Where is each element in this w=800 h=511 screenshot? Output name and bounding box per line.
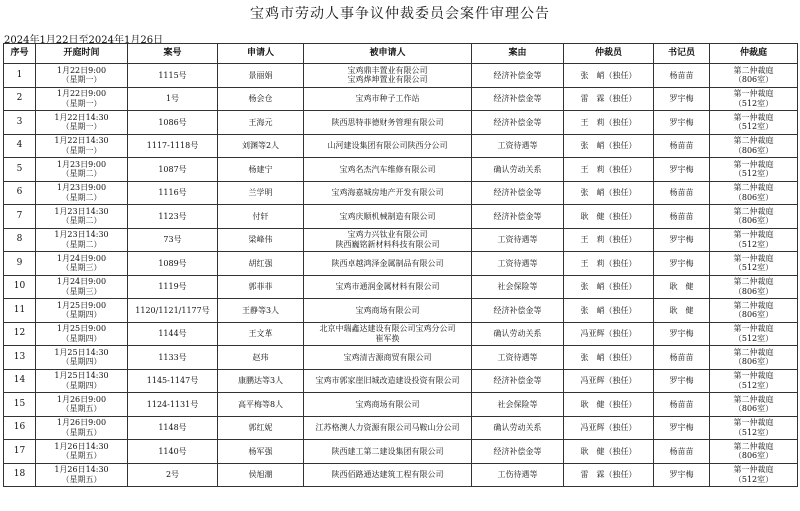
cell-case-no: 1号 [128,87,218,111]
header-respondent: 被申请人 [304,44,472,64]
cell-clerk: 杨苗苗 [654,393,710,417]
time-line: （星期一） [61,145,102,155]
time-line: （星期一） [61,75,102,85]
cell-respondent [304,275,472,299]
cell-court [710,111,798,135]
cell-case-no: 1145-1147号 [128,369,218,393]
time-line: （星期三） [61,263,102,273]
cell-time [36,111,128,135]
court-line: （512室） [733,380,774,390]
cell-cause: 经济补偿金等 [472,205,564,229]
header-clerk: 书记员 [654,44,710,64]
cell-clerk: 罗宇梅 [654,369,710,393]
cell-court [710,134,798,158]
cell-court [710,275,798,299]
cell-clerk: 罗宇梅 [654,463,710,487]
cell-cause: 确认劳动关系 [472,158,564,182]
cell-clerk: 杨苗苗 [654,64,710,88]
cell-time [36,322,128,346]
respondent-line: 陕西巍铭新材料科技有限公司 [335,239,440,249]
cell-case-no: 1087号 [128,158,218,182]
respondent-line: 陕西建工第二建设集团有限公司 [331,446,444,456]
cell-case-no: 1140号 [128,440,218,464]
cell-seq: 16 [4,416,36,440]
cell-clerk: 耿 健 [654,299,710,323]
cell-time [36,275,128,299]
court-line: 第二仲裁庭 [733,394,774,404]
court-line: 第二仲裁庭 [733,65,774,75]
cell-court [710,205,798,229]
court-line: （512室） [733,239,774,249]
court-line: 第二仲裁庭 [733,277,774,287]
cell-applicant: 杨建宁 [218,158,304,182]
cell-seq: 15 [4,393,36,417]
court-line: （806室） [733,310,774,320]
court-line: （512室） [733,169,774,179]
court-line: 第一仲裁庭 [733,159,774,169]
cell-clerk: 杨苗苗 [654,181,710,205]
time-line: 1月25日9:00 [56,300,107,310]
court-line: 第一仲裁庭 [733,371,774,381]
table-row [4,299,798,323]
cell-seq: 11 [4,299,36,323]
cell-respondent [304,205,472,229]
court-line: （512室） [733,474,774,484]
cell-clerk: 罗宇梅 [654,252,710,276]
header-time: 开庭时间 [36,44,128,64]
cell-cause: 确认劳动关系 [472,416,564,440]
table-body [4,64,798,487]
time-line: 1月24日9:00 [56,277,107,287]
table-row [4,440,798,464]
header-applicant: 申请人 [218,44,304,64]
time-line: （星期五） [61,404,102,414]
cell-time [36,64,128,88]
cell-applicant: 王海元 [218,111,304,135]
court-line: （512室） [733,122,774,132]
cell-clerk: 杨苗苗 [654,346,710,370]
court-line: 第二仲裁庭 [733,441,774,451]
cell-arbitrator: 张 峭（独任） [564,275,654,299]
table-row [4,205,798,229]
cell-seq: 12 [4,322,36,346]
cell-seq: 2 [4,87,36,111]
cell-applicant: 胡红强 [218,252,304,276]
time-line: 1月26日9:00 [56,418,107,428]
court-line: （806室） [733,192,774,202]
cell-court [710,440,798,464]
table-row [4,416,798,440]
header-seq: 序号 [4,44,36,64]
respondent-line: 陕西卓越鸿泽金属制品有限公司 [331,258,444,268]
respondent-line: 宝鸡烨坤置业有限公司 [347,75,428,85]
cell-time [36,463,128,487]
table-header-row [4,44,798,64]
cell-respondent [304,64,472,88]
cell-applicant: 侯旭潮 [218,463,304,487]
time-line: 1月26日9:00 [56,394,107,404]
court-line: 第一仲裁庭 [733,230,774,240]
time-line: （星期二） [61,192,102,202]
cell-case-no: 1117-1118号 [128,134,218,158]
court-line: （806室） [733,451,774,461]
cell-arbitrator: 王 莉（独任） [564,158,654,182]
court-line: 第一仲裁庭 [733,324,774,334]
cell-respondent [304,416,472,440]
cell-case-no: 1148号 [128,416,218,440]
cell-clerk: 杨苗苗 [654,440,710,464]
table-row [4,111,798,135]
header-case-no: 案号 [128,44,218,64]
court-line: （512室） [733,427,774,437]
time-line: （星期四） [61,380,102,390]
cell-case-no: 1089号 [128,252,218,276]
cell-cause: 工资待遇等 [472,346,564,370]
cell-arbitrator: 王 莉（独任） [564,228,654,252]
cell-court [710,463,798,487]
cell-seq: 8 [4,228,36,252]
cell-respondent [304,369,472,393]
cell-clerk: 杨苗苗 [654,205,710,229]
header-arbitrator: 仲裁员 [564,44,654,64]
court-line: 第一仲裁庭 [733,418,774,428]
table-row [4,158,798,182]
cell-court [710,252,798,276]
cell-cause: 经济补偿金等 [472,64,564,88]
time-line: （星期四） [61,310,102,320]
cell-seq: 17 [4,440,36,464]
respondent-line: 宝鸡市通润金属材料有限公司 [335,282,440,291]
court-line: 第一仲裁庭 [733,112,774,122]
table-row [4,87,798,111]
cell-respondent [304,87,472,111]
time-line: （星期一） [61,98,102,108]
cell-respondent [304,463,472,487]
cell-case-no: 1116号 [128,181,218,205]
cell-case-no: 1144号 [128,322,218,346]
time-line: （星期二） [61,169,102,179]
cell-time [36,205,128,229]
time-line: 1月26日14:30 [54,441,109,451]
cell-case-no: 2号 [128,463,218,487]
court-line: （806室） [733,404,774,414]
cell-arbitrator: 雷 霖（独任） [564,87,654,111]
cell-applicant: 刘渊等2人 [218,134,304,158]
court-line: （806室） [733,216,774,226]
cell-cause: 工资待遇等 [472,134,564,158]
cell-cause: 经济补偿金等 [472,111,564,135]
cell-time [36,87,128,111]
cell-arbitrator: 冯亚辉（独任） [564,369,654,393]
respondent-line: 宝鸡鼎丰置业有限公司 [347,65,428,75]
case-schedule-table [3,43,798,487]
respondent-line: 宝鸡商场有限公司 [355,305,420,315]
cell-clerk: 罗宇梅 [654,87,710,111]
cell-respondent [304,111,472,135]
respondent-line: 宝鸡力兴钛业有限公司 [347,230,428,240]
cell-court [710,228,798,252]
cell-seq: 7 [4,205,36,229]
time-line: 1月22日9:00 [56,89,107,99]
cell-arbitrator: 雷 霖（独任） [564,463,654,487]
cell-arbitrator: 张 峭（独任） [564,299,654,323]
respondent-line: 宝鸡名杰汽车维修有限公司 [339,164,436,174]
cell-applicant: 付轩 [218,205,304,229]
respondent-line: 宝鸡庆顺机械制造有限公司 [339,211,436,221]
cell-applicant: 景丽娟 [218,64,304,88]
cell-respondent [304,228,472,252]
cell-court [710,181,798,205]
cell-clerk: 罗宇梅 [654,111,710,135]
cell-arbitrator: 耿 健（独任） [564,440,654,464]
court-line: 第一仲裁庭 [733,253,774,263]
table-row [4,369,798,393]
time-line: （星期三） [61,286,102,296]
court-line: 第二仲裁庭 [733,300,774,310]
time-line: 1月23日9:00 [56,183,107,193]
cell-seq: 6 [4,181,36,205]
time-line: （星期二） [61,239,102,249]
cell-case-no: 1120/1121/1177号 [128,299,218,323]
table-row [4,463,798,487]
cell-cause: 经济补偿金等 [472,440,564,464]
cell-court [710,369,798,393]
cell-respondent [304,181,472,205]
cell-court [710,64,798,88]
court-line: （512室） [733,98,774,108]
cell-arbitrator: 王 莉（独任） [564,111,654,135]
cell-arbitrator: 王 莉（独任） [564,252,654,276]
cell-arbitrator: 张 峭（独任） [564,181,654,205]
cell-respondent [304,299,472,323]
cell-applicant: 郭红妮 [218,416,304,440]
cell-clerk: 耿 健 [654,275,710,299]
time-line: （星期四） [61,357,102,367]
cell-time [36,158,128,182]
cell-time [36,228,128,252]
table-row [4,134,798,158]
cell-seq: 14 [4,369,36,393]
time-line: 1月23日14:30 [54,206,109,216]
court-line: （806室） [733,357,774,367]
court-line: （512室） [733,263,774,273]
court-line: 第一仲裁庭 [733,465,774,475]
cell-respondent [304,346,472,370]
cell-applicant: 赵玮 [218,346,304,370]
cell-court [710,299,798,323]
time-line: 1月23日9:00 [56,159,107,169]
cell-respondent [304,252,472,276]
respondent-line: 宝鸡海嘉城房地产开发有限公司 [331,188,444,197]
cell-arbitrator: 耿 健（独任） [564,205,654,229]
cell-cause: 经济补偿金等 [472,181,564,205]
cell-time [36,181,128,205]
date-range: 2024年1月22日至2024年1月26日 [4,35,164,46]
court-line: 第二仲裁庭 [733,183,774,193]
time-line: 1月22日14:30 [54,136,109,146]
cell-case-no: 1119号 [128,275,218,299]
respondent-line: 江苏格澳人力资源有限公司马鞍山分公司 [315,423,460,432]
cell-clerk: 罗宇梅 [654,322,710,346]
time-line: 1月26日14:30 [54,465,109,475]
header-court: 仲裁庭 [710,44,798,64]
cell-case-no: 1115号 [128,64,218,88]
cell-seq: 10 [4,275,36,299]
cell-cause: 社会保险等 [472,393,564,417]
time-line: （星期五） [61,474,102,484]
court-line: 第二仲裁庭 [733,347,774,357]
time-line: 1月25日14:30 [54,371,109,381]
time-line: 1月25日9:00 [56,324,107,334]
cell-case-no: 73号 [128,228,218,252]
cell-applicant: 郭菲菲 [218,275,304,299]
cell-clerk: 罗宇梅 [654,416,710,440]
cell-time [36,369,128,393]
cell-court [710,158,798,182]
respondent-line: 北京中瑞鑫达建设有限公司宝鸡分公司 [319,324,456,334]
cell-seq: 18 [4,463,36,487]
cell-time [36,416,128,440]
table-row [4,228,798,252]
cell-seq: 4 [4,134,36,158]
table-row [4,346,798,370]
respondent-line: 山河建设集团有限公司陕西分公司 [327,141,448,150]
cell-respondent [304,134,472,158]
cell-cause: 经济补偿金等 [472,299,564,323]
cell-applicant: 高平梅等8人 [218,393,304,417]
cell-clerk: 杨苗苗 [654,134,710,158]
table-row [4,64,798,88]
respondent-line: 宝鸡市种子工作站 [355,94,420,103]
time-line: （星期五） [61,451,102,461]
respondent-line: 崔军换 [375,333,400,343]
cell-time [36,299,128,323]
court-line: 第二仲裁庭 [733,206,774,216]
cell-seq: 13 [4,346,36,370]
cell-cause: 确认劳动关系 [472,322,564,346]
cell-time [36,440,128,464]
cell-time [36,393,128,417]
cell-respondent [304,322,472,346]
cell-cause: 社会保险等 [472,275,564,299]
cell-court [710,87,798,111]
cell-time [36,346,128,370]
cell-arbitrator: 张 峭（独任） [564,64,654,88]
cell-applicant: 兰学明 [218,181,304,205]
table-row [4,322,798,346]
cell-case-no: 1124-1131号 [128,393,218,417]
time-line: （星期五） [61,427,102,437]
cell-arbitrator: 张 峭（独任） [564,346,654,370]
court-line: （806室） [733,75,774,85]
cell-applicant: 康鹏达等3人 [218,369,304,393]
court-line: 第一仲裁庭 [733,89,774,99]
cell-respondent [304,393,472,417]
time-line: 1月24日9:00 [56,253,107,263]
cell-cause: 经济补偿金等 [472,87,564,111]
respondent-line: 宝鸡市郭家崖旧城改造建设投资有限公司 [315,376,460,385]
respondent-line: 陕西佰路通达建筑工程有限公司 [331,470,444,479]
cell-arbitrator: 冯亚辉（独任） [564,416,654,440]
cell-arbitrator: 张 峭（独任） [564,134,654,158]
cell-cause: 工伤待遇等 [472,463,564,487]
table-row [4,275,798,299]
court-line: 第二仲裁庭 [733,136,774,146]
cell-applicant: 梁峰伟 [218,228,304,252]
cell-seq: 1 [4,64,36,88]
court-line: （512室） [733,333,774,343]
time-line: （星期四） [61,333,102,343]
time-line: （星期二） [61,216,102,226]
cell-case-no: 1086号 [128,111,218,135]
time-line: （星期一） [61,122,102,132]
time-line: 1月23日14:30 [54,230,109,240]
cell-cause: 经济补偿金等 [472,369,564,393]
respondent-line: 宝鸡商场有限公司 [355,399,420,409]
cell-court [710,393,798,417]
cell-clerk: 罗宇梅 [654,228,710,252]
cell-arbitrator: 耿 健（独任） [564,393,654,417]
cell-applicant: 王文革 [218,322,304,346]
cell-respondent [304,440,472,464]
cell-case-no: 1123号 [128,205,218,229]
court-line: （806室） [733,145,774,155]
cell-seq: 9 [4,252,36,276]
cell-cause: 工资待遇等 [472,228,564,252]
respondent-line: 陕西思特菲德财务管理有限公司 [331,117,444,127]
page-title: 宝鸡市劳动人事争议仲裁委员会案件审理公告 [250,6,550,22]
cell-seq: 5 [4,158,36,182]
court-line: （806室） [733,286,774,296]
time-line: 1月22日9:00 [56,65,107,75]
cell-case-no: 1133号 [128,346,218,370]
respondent-line: 宝鸡清吉源商贸有限公司 [343,352,432,362]
cell-arbitrator: 冯亚辉（独任） [564,322,654,346]
time-line: 1月25日14:30 [54,347,109,357]
cell-court [710,416,798,440]
table-row [4,393,798,417]
cell-applicant: 杨会仓 [218,87,304,111]
cell-court [710,346,798,370]
cell-applicant: 杨军强 [218,440,304,464]
cell-cause: 工资待遇等 [472,252,564,276]
cell-time [36,252,128,276]
cell-clerk: 罗宇梅 [654,158,710,182]
time-line: 1月22日14:30 [54,112,109,122]
cell-seq: 3 [4,111,36,135]
table-row [4,252,798,276]
header-cause: 案由 [472,44,564,64]
cell-time [36,134,128,158]
cell-applicant: 王静等3人 [218,299,304,323]
cell-court [710,322,798,346]
table-row [4,181,798,205]
cell-respondent [304,158,472,182]
